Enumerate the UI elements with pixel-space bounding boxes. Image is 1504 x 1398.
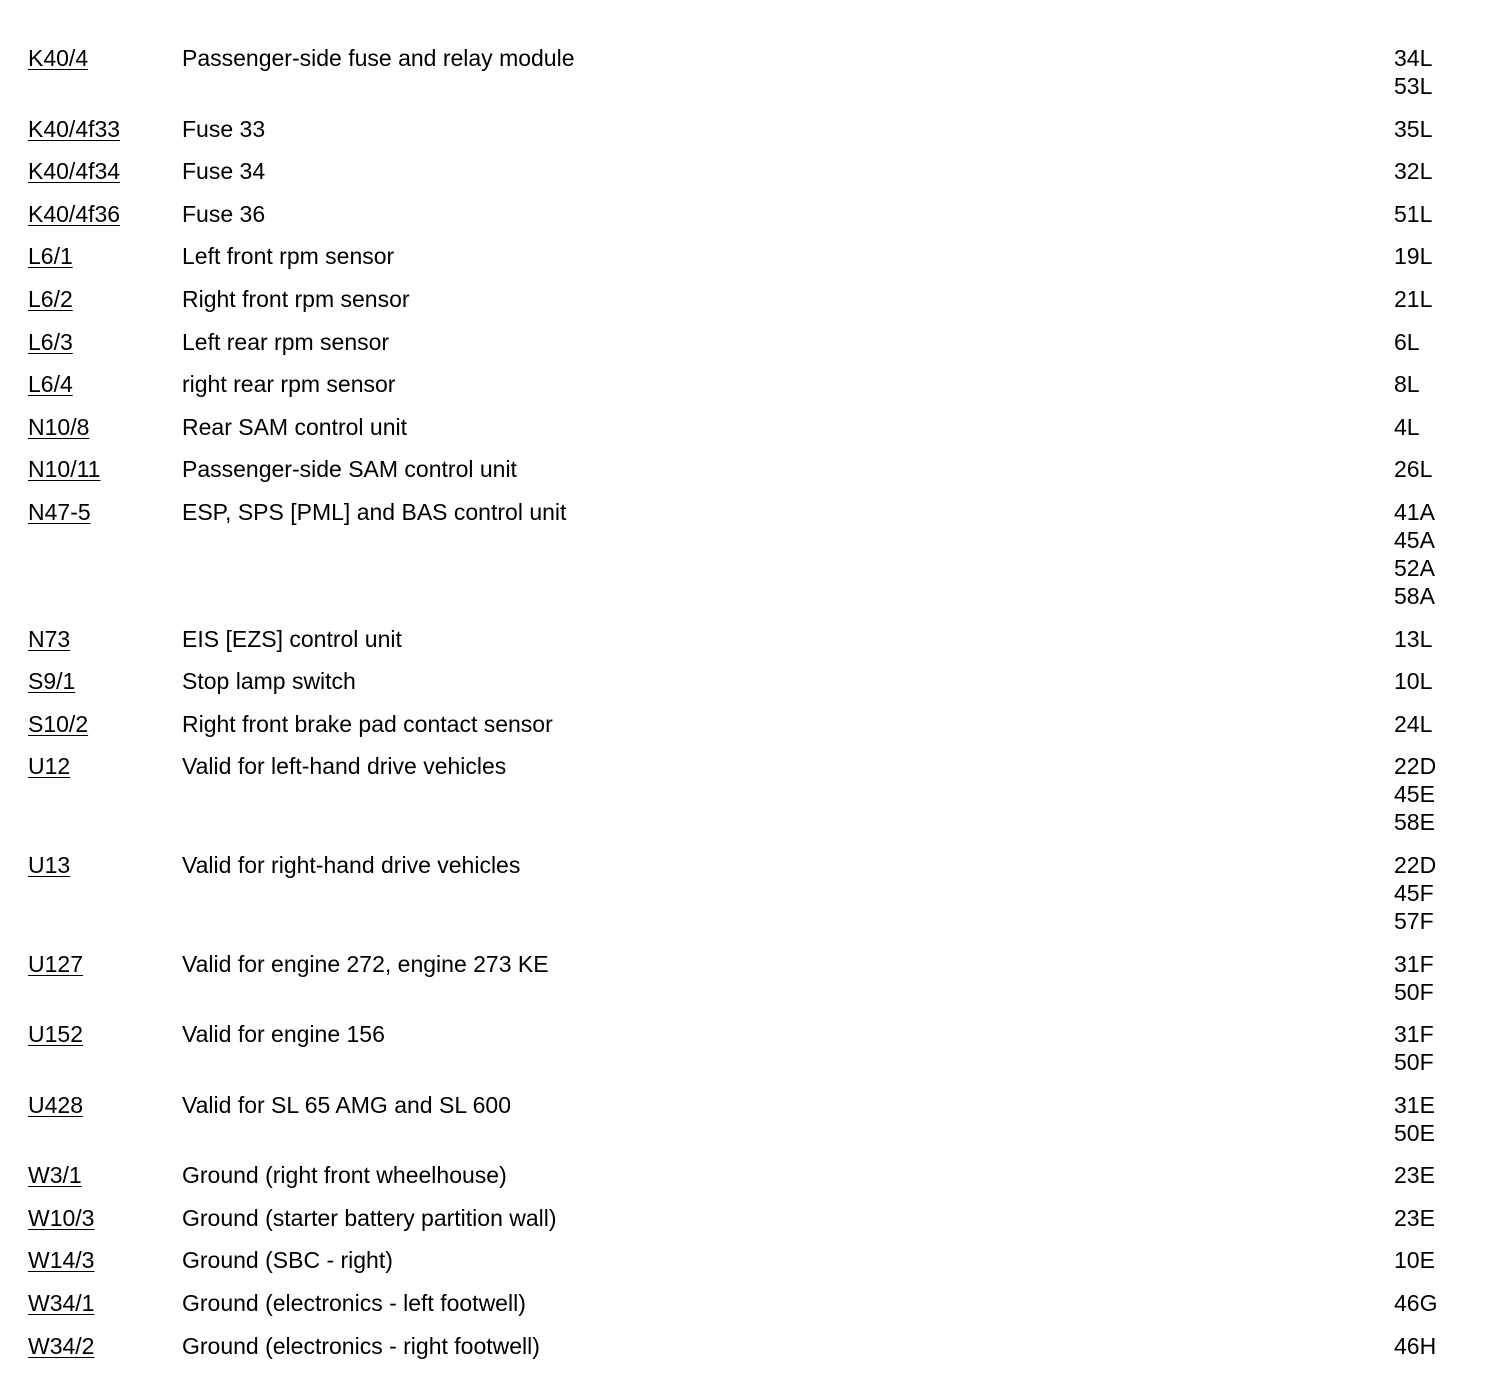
legend-row	[28, 285, 1478, 313]
component-description: Fuse 36	[182, 200, 266, 227]
legend-row	[28, 328, 1478, 356]
grid-location: 45E	[1394, 781, 1435, 808]
grid-location: 22D	[1394, 851, 1437, 878]
component-code-link[interactable]: W3/1	[28, 1162, 82, 1189]
legend-row	[28, 200, 1478, 228]
grid-location-list	[1394, 328, 1478, 356]
component-description: Fuse 34	[182, 158, 266, 185]
component-code-link[interactable]: K40/4f34	[28, 158, 121, 185]
legend-row	[28, 157, 1478, 185]
grid-location: 46G	[1394, 1290, 1438, 1317]
legend-row	[28, 851, 1478, 935]
component-description: Right front brake pad contact sensor	[182, 710, 553, 737]
component-code-link[interactable]: N10/8	[28, 413, 90, 440]
grid-location: 19L	[1394, 243, 1433, 270]
grid-location: 50F	[1394, 1049, 1434, 1076]
legend-row	[28, 667, 1478, 695]
grid-location-list	[1394, 1246, 1478, 1274]
grid-location: 58E	[1394, 809, 1435, 836]
grid-location: 50E	[1394, 1119, 1435, 1146]
grid-location-list	[1394, 455, 1478, 483]
grid-location-list	[1394, 1020, 1478, 1076]
legend-row	[28, 1204, 1478, 1232]
component-code-link[interactable]: K40/4f36	[28, 200, 121, 227]
component-code-link[interactable]: U428	[28, 1091, 83, 1118]
grid-location: 23E	[1394, 1162, 1435, 1189]
grid-location: 34L	[1394, 45, 1433, 71]
legend-row	[28, 625, 1478, 653]
grid-location: 10L	[1394, 668, 1433, 695]
grid-location: 57F	[1394, 907, 1434, 934]
legend-row	[28, 1020, 1478, 1076]
component-legend-table	[28, 44, 1478, 1374]
component-description: Valid for engine 272, engine 273 KE	[182, 950, 549, 977]
grid-location: 45F	[1394, 879, 1434, 906]
legend-row	[28, 950, 1478, 1006]
grid-location-list	[1394, 44, 1478, 100]
grid-location: 22D	[1394, 753, 1437, 780]
component-code-link[interactable]: U13	[28, 851, 71, 878]
grid-location-list	[1394, 1289, 1478, 1317]
component-code-link[interactable]: W34/2	[28, 1332, 95, 1359]
legend-row	[28, 242, 1478, 270]
component-description: Ground (electronics - right footwell)	[182, 1332, 540, 1359]
grid-location: 52A	[1394, 554, 1435, 581]
grid-location: 51L	[1394, 200, 1433, 227]
component-code-link[interactable]: U12	[28, 753, 71, 780]
component-description: Left rear rpm sensor	[182, 328, 390, 355]
component-code-link[interactable]: L6/2	[28, 285, 73, 312]
grid-location-list	[1394, 498, 1478, 610]
component-code-link[interactable]: N73	[28, 625, 71, 652]
legend-row	[28, 1091, 1478, 1147]
grid-location-list	[1394, 667, 1478, 695]
component-code-link[interactable]: L6/1	[28, 243, 73, 270]
grid-location: 41A	[1394, 498, 1435, 525]
component-code-link[interactable]: S9/1	[28, 668, 76, 695]
component-code-link[interactable]: K40/4	[28, 45, 89, 71]
grid-location: 46H	[1394, 1332, 1437, 1359]
grid-location: 31F	[1394, 1021, 1434, 1048]
grid-location: 35L	[1394, 115, 1433, 142]
component-description: Right front rpm sensor	[182, 285, 410, 312]
component-code-link[interactable]: L6/3	[28, 328, 73, 355]
component-code-link[interactable]: S10/2	[28, 710, 89, 737]
component-description: Ground (electronics - left footwell)	[182, 1290, 526, 1317]
legend-row	[28, 1332, 1478, 1360]
component-code-link[interactable]: W14/3	[28, 1247, 95, 1274]
component-description: Passenger-side fuse and relay module	[182, 45, 575, 71]
grid-location: 6L	[1394, 328, 1420, 355]
component-code-link[interactable]: W34/1	[28, 1290, 95, 1317]
component-code-link[interactable]: U152	[28, 1021, 83, 1048]
component-description: Left front rpm sensor	[182, 243, 395, 270]
grid-location: 31E	[1394, 1091, 1435, 1118]
grid-location: 45A	[1394, 526, 1435, 553]
component-description: Rear SAM control unit	[182, 413, 407, 440]
legend-row	[28, 413, 1478, 441]
legend-row	[28, 1289, 1478, 1317]
component-description: Ground (starter battery partition wall)	[182, 1204, 557, 1231]
grid-location-list	[1394, 413, 1478, 441]
grid-location: 10E	[1394, 1247, 1435, 1274]
grid-location: 8L	[1394, 371, 1420, 398]
legend-row	[28, 370, 1478, 398]
grid-location-list	[1394, 242, 1478, 270]
component-description: Stop lamp switch	[182, 668, 356, 695]
component-description: Valid for engine 156	[182, 1021, 385, 1048]
component-description: ESP, SPS [PML] and BAS control unit	[182, 498, 567, 525]
component-description: right rear rpm sensor	[182, 371, 396, 398]
grid-location: 24L	[1394, 710, 1433, 737]
grid-location-list	[1394, 752, 1478, 836]
grid-location-list	[1394, 1161, 1478, 1189]
grid-location: 58A	[1394, 582, 1435, 609]
grid-location-list	[1394, 285, 1478, 313]
grid-location: 31F	[1394, 950, 1434, 977]
grid-location-list	[1394, 710, 1478, 738]
grid-location: 13L	[1394, 625, 1433, 652]
grid-location: 4L	[1394, 413, 1420, 440]
grid-location-list	[1394, 157, 1478, 185]
component-code-link[interactable]: L6/4	[28, 371, 73, 398]
component-code-link[interactable]: W10/3	[28, 1204, 95, 1231]
grid-location-list	[1394, 851, 1478, 935]
component-description: Fuse 33	[182, 115, 266, 142]
component-code-link[interactable]: K40/4f33	[28, 115, 121, 142]
component-description: EIS [EZS] control unit	[182, 625, 402, 652]
grid-location: 26L	[1394, 456, 1433, 483]
component-description: Valid for SL 65 AMG and SL 600	[182, 1091, 512, 1118]
grid-location: 21L	[1394, 285, 1433, 312]
grid-location: 50F	[1394, 978, 1434, 1005]
legend-row	[28, 1246, 1478, 1274]
grid-location-list	[1394, 1332, 1478, 1360]
legend-row	[28, 710, 1478, 738]
grid-location: 53L	[1394, 73, 1433, 99]
legend-row	[28, 115, 1478, 143]
component-description: Valid for left-hand drive vehicles	[182, 753, 507, 780]
grid-location-list	[1394, 370, 1478, 398]
grid-location: 23E	[1394, 1204, 1435, 1231]
grid-location-list	[1394, 115, 1478, 143]
component-code-link[interactable]: N10/11	[28, 456, 101, 483]
grid-location-list	[1394, 625, 1478, 653]
legend-row	[28, 455, 1478, 483]
grid-location-list	[1394, 200, 1478, 228]
component-description: Passenger-side SAM control unit	[182, 456, 517, 483]
grid-location: 32L	[1394, 158, 1433, 185]
legend-row	[28, 752, 1478, 836]
component-code-link[interactable]: N47-5	[28, 498, 91, 525]
component-description: Ground (SBC - right)	[182, 1247, 393, 1274]
grid-location-list	[1394, 1091, 1478, 1147]
grid-location-list	[1394, 950, 1478, 1006]
legend-row	[28, 1161, 1478, 1189]
component-description: Valid for right-hand drive vehicles	[182, 851, 521, 878]
legend-row	[28, 44, 1478, 100]
legend-row	[28, 498, 1478, 610]
component-code-link[interactable]: U127	[28, 950, 83, 977]
component-description: Ground (right front wheelhouse)	[182, 1162, 507, 1189]
grid-location-list	[1394, 1204, 1478, 1232]
